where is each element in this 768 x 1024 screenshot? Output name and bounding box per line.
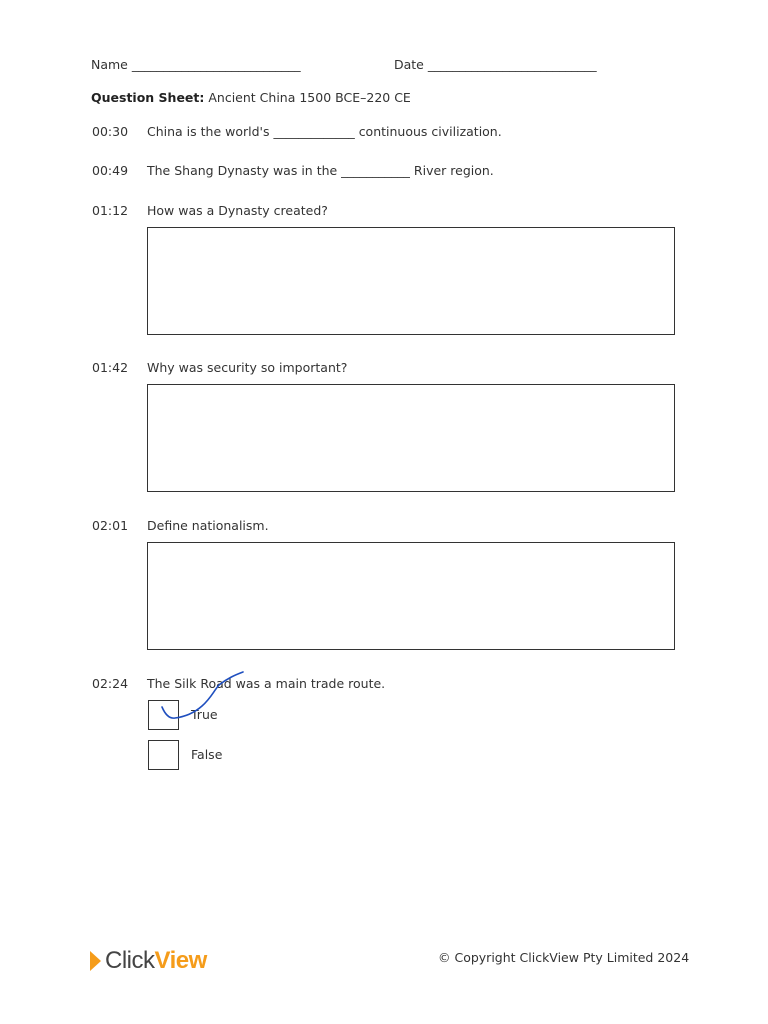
question-text: China is the world's _____________ continuous civilization.: [147, 124, 502, 139]
true-option-label: True: [191, 707, 218, 722]
play-icon: [90, 951, 101, 971]
sheet-title-prefix: Question Sheet:: [91, 90, 205, 105]
question-time: 00:30: [92, 124, 129, 139]
answer-box[interactable]: [147, 227, 675, 335]
name-field-label: Name ___________________________: [91, 57, 301, 72]
question-text: Define nationalism.: [147, 518, 269, 533]
copyright-text: © Copyright ClickView Pty Limited 2024: [438, 950, 690, 965]
false-checkbox[interactable]: [148, 740, 179, 770]
question-text: The Shang Dynasty was in the ___________ River region.: [147, 163, 494, 178]
answer-box[interactable]: [147, 384, 675, 492]
sheet-title: [91, 90, 411, 105]
date-field-label: Date ___________________________: [394, 57, 597, 72]
answer-box[interactable]: [147, 542, 675, 650]
false-option-label: False: [191, 747, 223, 762]
question-text: How was a Dynasty created?: [147, 203, 328, 218]
sheet-title-text: Ancient China 1500 BCE–220 CE: [208, 90, 411, 105]
clickview-logo: ClickView: [90, 949, 207, 973]
question-time: 01:42: [92, 360, 129, 375]
handwritten-check-mark: [155, 668, 250, 726]
question-text: Why was security so important?: [147, 360, 348, 375]
question-time: 02:01: [92, 518, 129, 533]
question-time: 02:24: [92, 676, 129, 691]
question-time: 00:49: [92, 163, 129, 178]
question-time: 01:12: [92, 203, 129, 218]
question-text: The Silk Road was a main trade route.: [147, 676, 386, 691]
